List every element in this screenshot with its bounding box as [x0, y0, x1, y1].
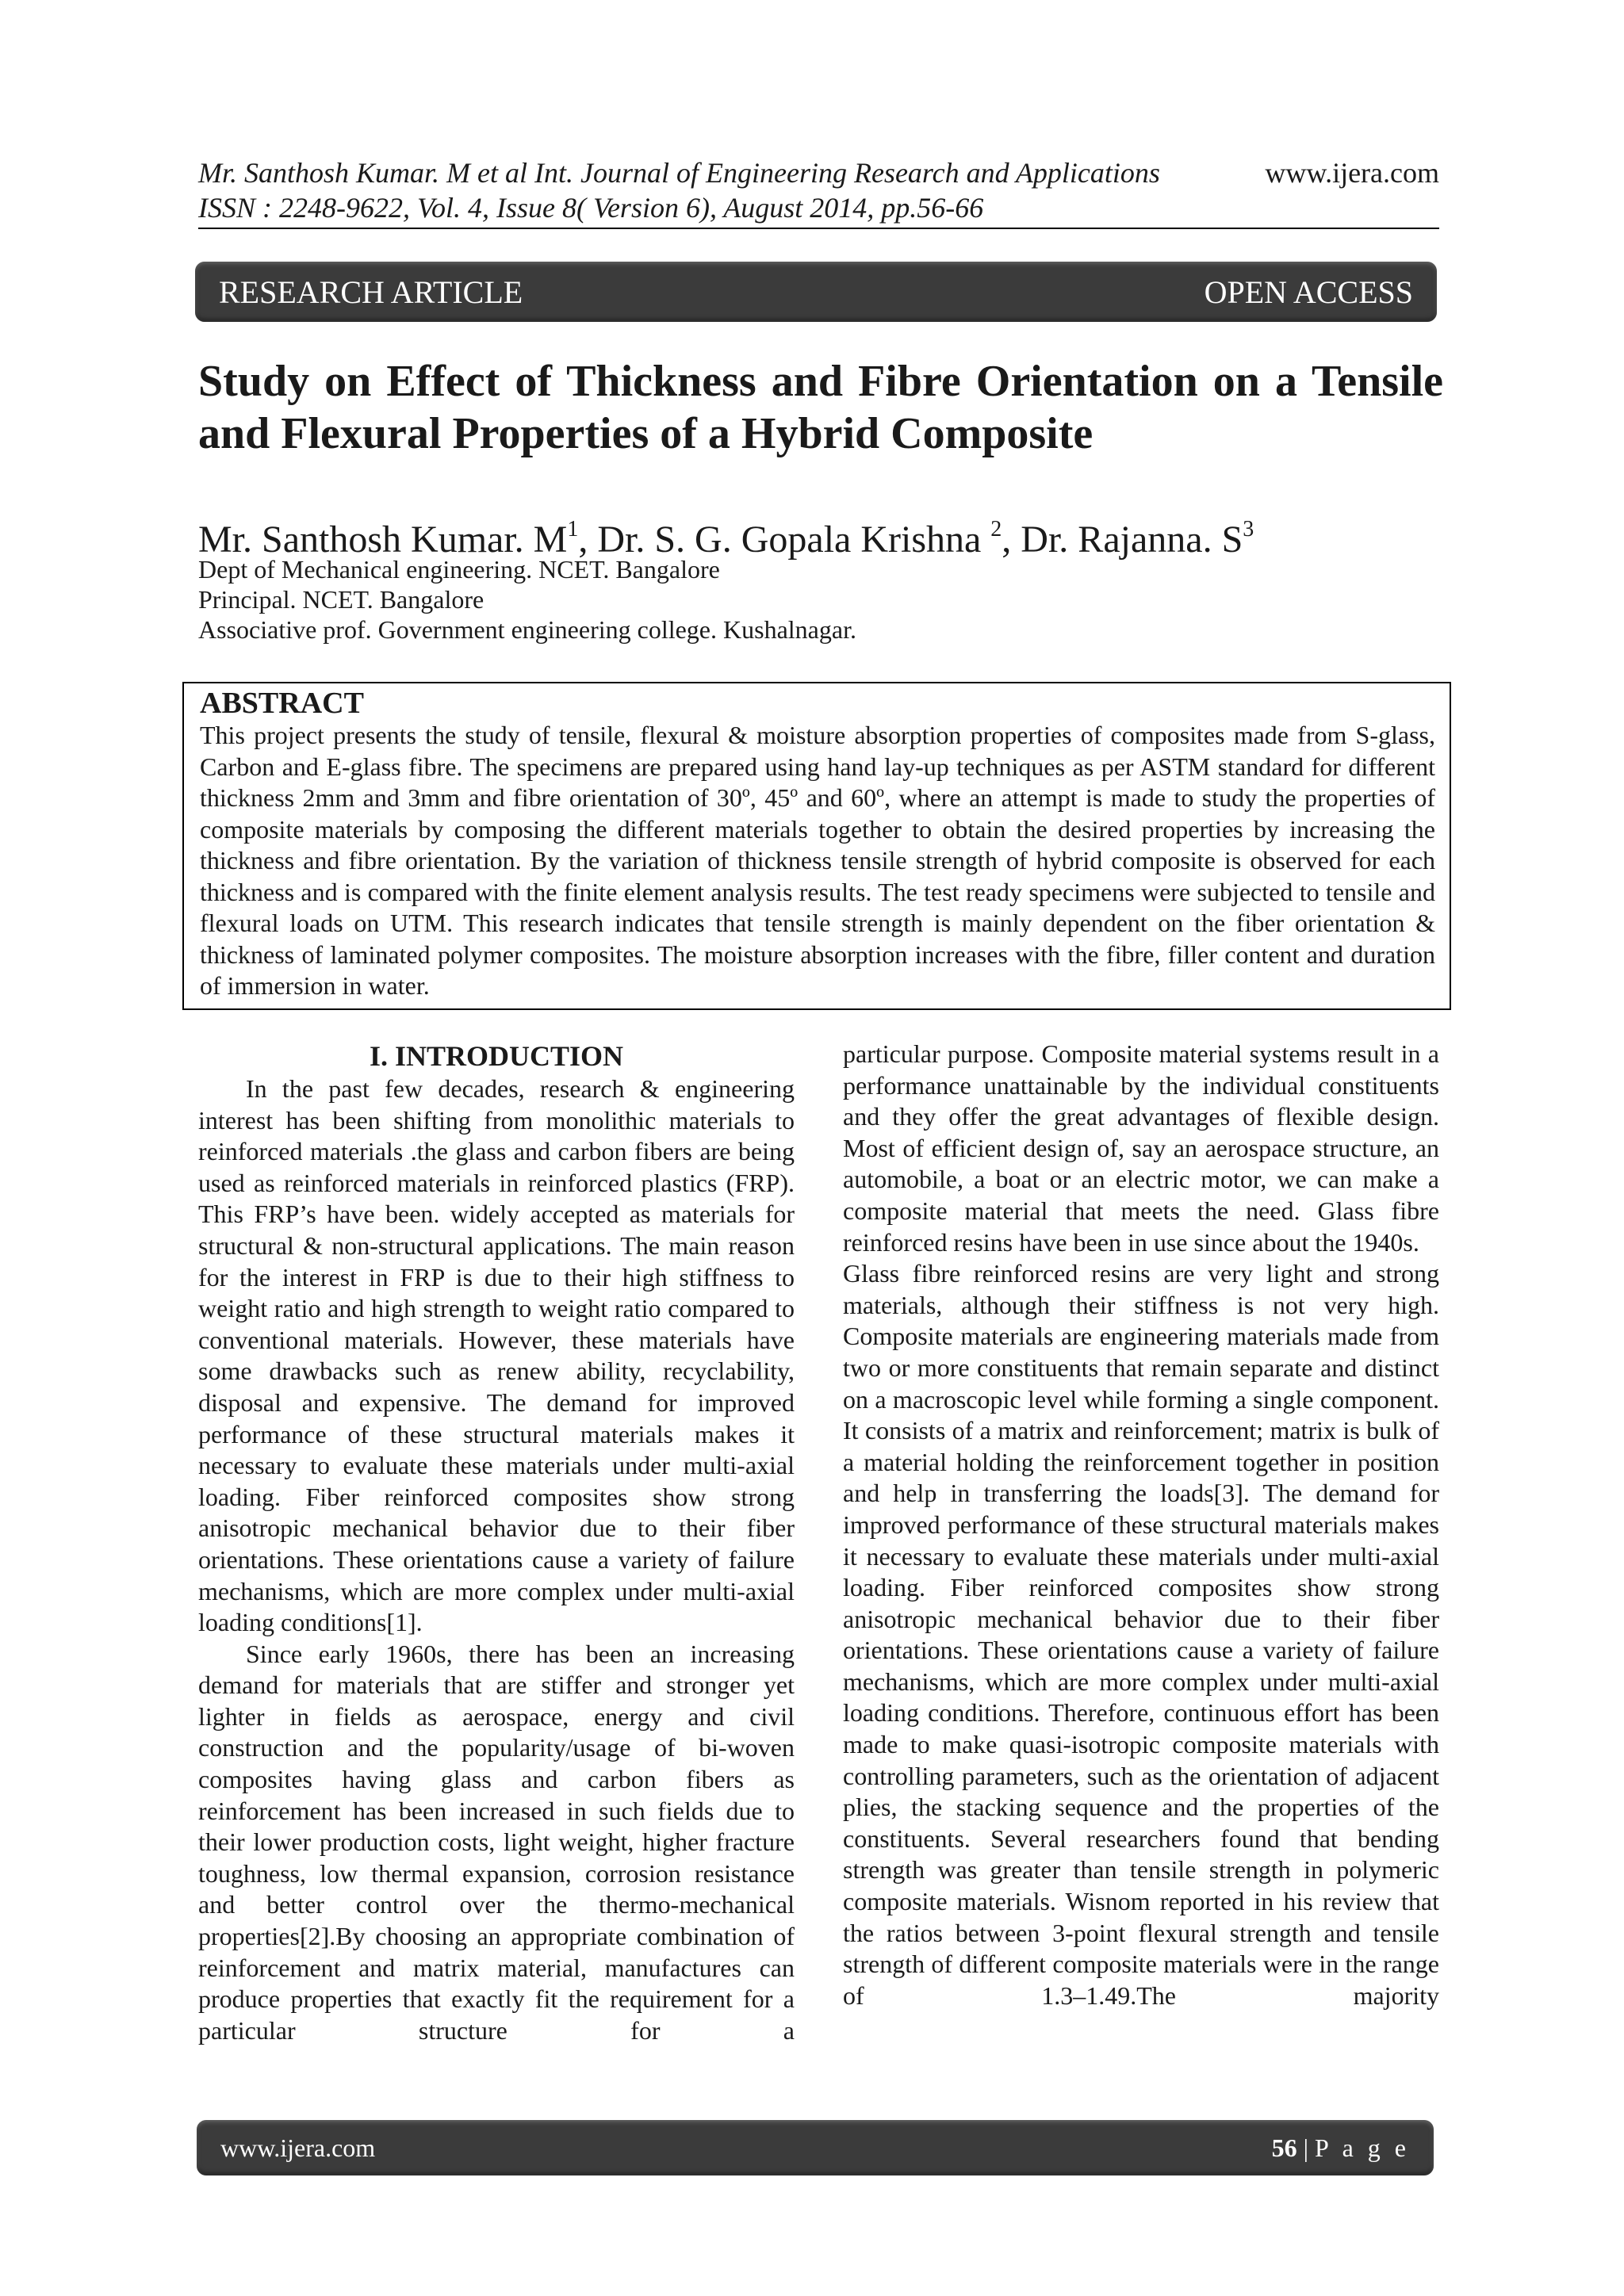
open-access-label: OPEN ACCESS [1204, 274, 1413, 310]
affiliation-1: Dept of Mechanical engineering. NCET. Bangalore [198, 555, 720, 584]
author-name: , Dr. S. G. Gopala Krishna [578, 519, 991, 561]
page-label: P a g e [1314, 2133, 1410, 2162]
page-number: 56 [1271, 2133, 1297, 2162]
author-list [198, 507, 1254, 562]
paragraph: In the past few decades, research & engineering interest has been shifting from monolithic materials to reinforced materials .the glass and carbon fibers are being used as reinforced materials in reinforced plastics (FRP). This FRP’s have been. widely accepted as materials for structural & non-structural applications. The main reason for the interest in FRP is due to their high stiffness to weight ratio and high strength to weight ratio compared to conventional materials. However, these materials have some drawbacks such as renew ability, recyclability, disposal and expensive. The demand for improved performance of these structural materials makes it necessary to evaluate these materials under multi-axial loading. Fiber reinforced composites show strong anisotropic mechanical behavior due to their fiber orientations. These orientations cause a variety of failure mechanisms, which are more complex under multi-axial loading conditions[1]. [198, 1074, 795, 1637]
affiliation-marker: 3 [1243, 517, 1254, 541]
affiliation-marker: 2 [990, 517, 1002, 541]
abstract-heading: ABSTRACT [200, 687, 364, 720]
page-footer [197, 2120, 1434, 2175]
author-name: , Dr. Rajanna. S [1002, 519, 1243, 561]
paragraph: Glass fibre reinforced resins are very light and strong materials, although their stiffness is not very high. Composite materials are engineering materials made from two or more constituents that remain separate and distinct on a macroscopic level while forming a single component. It consists of a matrix and reinforcement; matrix is bulk of a material holding the reinforcement together in position and help in transferring the loads[3]. The demand for improved performance of these structural materials makes it necessary to evaluate these materials under multi-axial loading. Fiber reinforced composites show strong anisotropic mechanical behavior due to their fiber orientations. These orientations cause a variety of failure mechanisms, which are more complex under multi-axial loading conditions. Therefore, continuous effort has been made to make quasi-isotropic composite materials with controlling parameters, such as the orientation of adjacent plies, the stacking sequence and the properties of the constituents. Several researchers found that bending strength was greater than tensile strength in polymeric composite materials. Wisnom reported in his review that the ratios between 3-point flexural strength and tensile strength of different composite materials were in the range of 1.3–1.49.The majority [843, 1259, 1439, 2010]
section-heading-introduction: I. INTRODUCTION [369, 1040, 624, 1072]
paper-title: Study on Effect of Thickness and Fibre Orientation on a Tensile and Flexural Properties of a Hybrid Composite [198, 357, 1443, 458]
affiliation-2: Principal. NCET. Bangalore [198, 585, 485, 614]
paragraph: Since early 1960s, there has been an increasing demand for materials that are stiffer and stronger yet lighter in fields as aerospace, energy and civil construction and the popularity/usage of bi-woven composites having glass and carbon fibers as reinforcement has been increased in such fields due to their lower production costs, light weight, higher fracture toughness, low thermal expansion, corrosion resistance and better control over the thermo-mechanical properties[2].By choosing an appropriate combination of reinforcement and matrix material, manufactures can produce properties that exactly fit the requirement for a particular structure for a [198, 1639, 795, 2045]
journal-website[interactable]: www.ijera.com [1265, 157, 1439, 189]
paragraph: particular purpose. Composite material systems result in a performance unattainable by the individual constituents and they offer the great advantages of flexible design. Most of efficient design of, say an aerospace structure, an automobile, a boat or an electric motor, we can make a composite material that meets the need. Glass fibre reinforced resins have been in use since about the 1940s. [843, 1039, 1439, 1257]
header-divider [198, 228, 1439, 229]
affiliation-3: Associative prof. Government engineering college. Kushalnagar. [198, 615, 856, 644]
abstract-box [182, 682, 1451, 1010]
left-column [198, 1039, 795, 2046]
journal-citation: Mr. Santhosh Kumar. M et al Int. Journal of Engineering Research and Applications [198, 157, 1160, 189]
affiliation-marker: 1 [567, 517, 579, 541]
author-name: Mr. Santhosh Kumar. M [198, 519, 568, 561]
page-indicator [1272, 2133, 1410, 2163]
footer-website[interactable]: www.ijera.com [220, 2133, 376, 2162]
issn-line: ISSN : 2248-9622, Vol. 4, Issue 8( Version 6), August 2014, pp.56-66 [198, 192, 984, 224]
article-type-banner [195, 262, 1437, 322]
abstract-text: This project presents the study of tensile, flexural & moisture absorption properties of composites made from S-glass, Carbon and E-glass fibre. The specimens are prepared using hand lay-up techniques as per ASTM standard for different thickness 2mm and 3mm and fibre orientation of 30º, 45º and 60º, where an attempt is made to study the properties of composite materials by composing the different materials together to obtain the desired properties by increasing the thickness and fibre orientation. By the variation of thickness tensile strength of hybrid composite is observed for each thickness and is compared with the finite element analysis results. The test ready specimens were subjected to tensile and flexural loads on UTM. This research indicates that tensile strength is mainly dependent on the fiber orientation & thickness of laminated polymer composites. The moisture absorption increases with the fibre, filler content and duration of immersion in water. [200, 721, 1435, 1000]
research-article-label: RESEARCH ARTICLE [219, 274, 523, 310]
page-separator: | [1297, 2133, 1315, 2162]
running-header [198, 155, 1439, 190]
right-column [843, 1039, 1439, 2011]
